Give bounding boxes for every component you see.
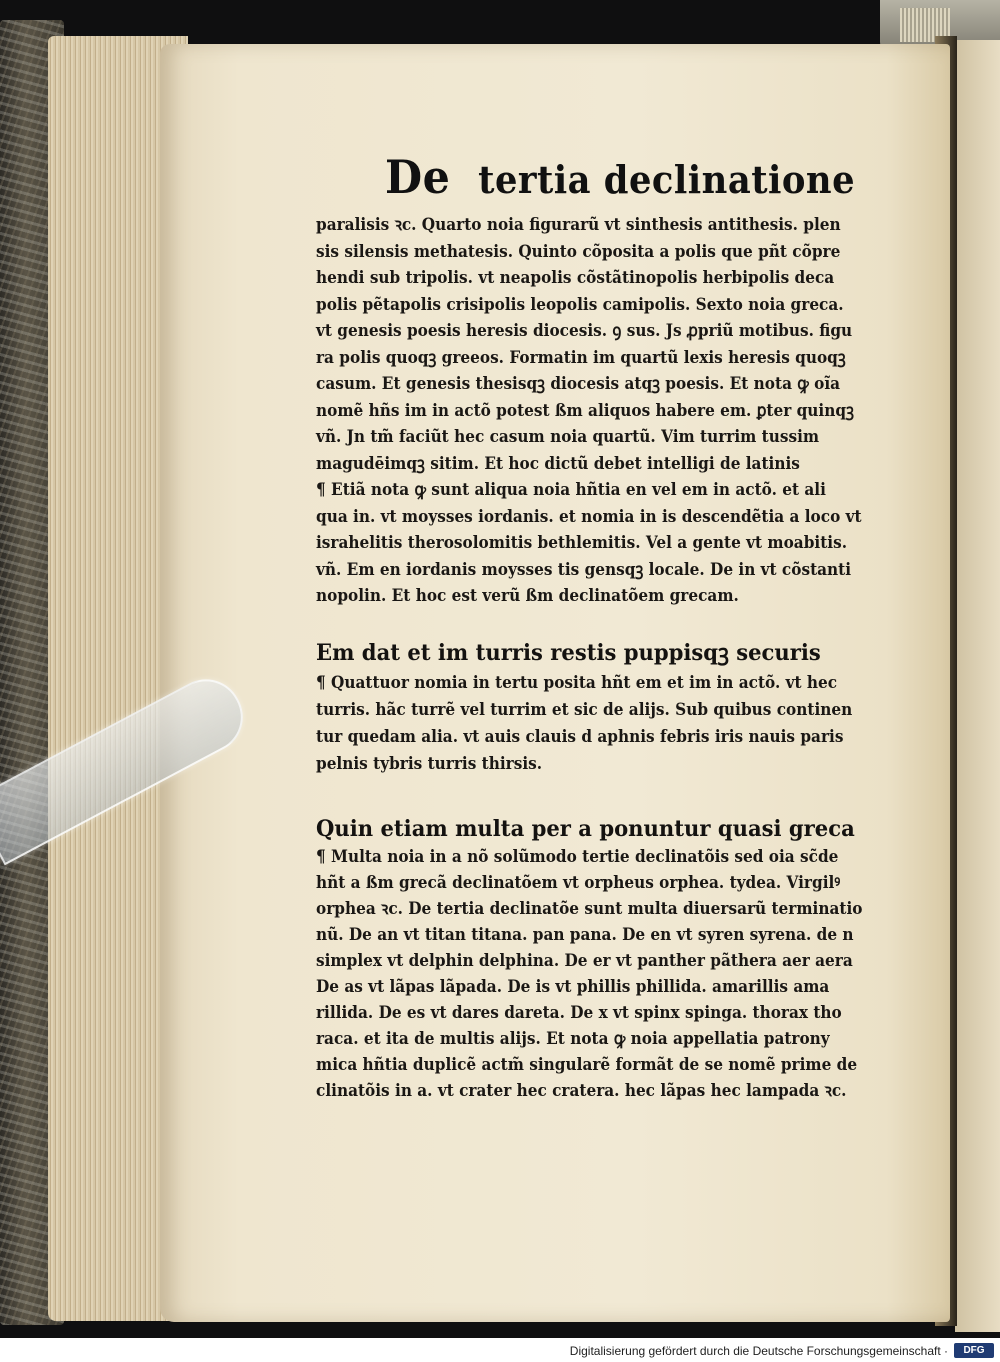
text-line: vñ. Jn tm̃ faciũt hec casum noia quartũ. Vim turrim tussim: [316, 427, 820, 447]
text-line: vt genesis poesis heresis diocesis. ꝯ sus. Js ꝓpriũ motibus. figu: [316, 321, 853, 341]
text-line: vñ. Em en iordanis moysses tis gensqꝫ locale. De in vt cõstanti: [316, 559, 852, 580]
text-line: ¶ Quattuor nomia in tertu posita hñt em et im in actõ. vt hec: [316, 673, 838, 693]
text-line: nopolin. Et hoc est verũ ßm declinatõem grecam.: [316, 586, 739, 606]
text-line: ra polis quoqꝫ greeos. Formatin im quartũ lexis heresis quoqꝫ: [316, 347, 846, 368]
footer-bar: [0, 1340, 1000, 1362]
heading-initial: De: [385, 150, 451, 204]
text-line: simplex vt delphin delphina. De er vt panther pãthera aer aera: [316, 951, 853, 971]
text-line: nũ. De an vt titan titana. pan pana. De en vt syren syrena. de n: [316, 925, 854, 945]
facing-page: [955, 40, 1000, 1332]
text-line: ¶ Etiã nota ꝙ sunt aliqua noia hñtia en vel em in actõ. et ali: [316, 480, 826, 500]
funding-credit: Digitalisierung gefördert durch die Deutsche Forschungsgemeinschaft ·: [569, 1344, 948, 1358]
text-line: clinatõis in a. vt crater hec cratera. hec lãpas hec lampada ꝛc.: [316, 1081, 847, 1101]
text-line: hendi sub tripolis. vt neapolis cõstãtinopolis herbipolis deca: [316, 268, 835, 288]
section-heading-em-dat: Em dat et im turris restis puppisqꝫ securis: [316, 640, 821, 666]
text-line: mica hñtia duplicẽ actm̃ singularẽ formãt de se nomẽ prime de: [316, 1055, 858, 1075]
text-line: ¶ Multa noia in a nõ solũmodo tertie declinatõis sed oia sc̃de: [316, 847, 839, 867]
page-heading: [385, 150, 856, 210]
text-line: israhelitis therosolomitis bethlemitis. Vel a gente vt moabitis.: [316, 533, 848, 553]
text-line: orphea ꝛc. De tertia declinatõe sunt multa diuersarũ terminatio: [316, 899, 863, 919]
text-line: turris. hãc turrẽ vel turrim et sic de alijs. Sub quibus continen: [316, 700, 853, 720]
text-line: sis silensis methatesis. Quinto cõposita a polis que pñt cõpre: [316, 241, 841, 262]
text-line: qua in. vt moysses iordanis. et nomia in is descendẽtia a loco vt: [316, 506, 862, 527]
text-line: raca. et ita de multis alijs. Et nota ꝙ noia appellatia patrony: [316, 1029, 830, 1049]
text-line: polis pẽtapolis crisipolis leopolis camipolis. Sexto noia greca.: [316, 294, 844, 315]
text-line: De as vt lãpas lãpada. De is vt phillis phillida. amarillis ama: [316, 977, 830, 997]
dfg-logo: DFG: [954, 1343, 994, 1358]
text-line: magudēimqꝫ sitim. Et hoc dictũ debet intelligi de latinis: [316, 453, 800, 474]
text-line: nomẽ hñs im in actõ potest ßm aliquos habere em. ꝑter quinqꝫ: [316, 400, 854, 421]
text-line: tur quedam alia. vt auis clauis d aphnis febris iris nauis paris: [316, 727, 844, 747]
text-line: casum. Et genesis thesisqꝫ diocesis atqꝫ poesis. Et nota ꝙ oĩa: [316, 374, 841, 394]
text-line: rillida. De es vt dares dareta. De x vt spinx spinga. thorax tho: [316, 1003, 842, 1023]
heading-rest: tertia declinatione: [478, 157, 856, 202]
text-line: pelnis tybris turris thirsis.: [316, 754, 543, 774]
text-line: paralisis ꝛc. Quarto noia figurarũ vt sinthesis antithesis. plen: [316, 215, 841, 235]
section-heading-quin-etiam: Quin etiam multa per a ponuntur quasi greca: [316, 816, 855, 842]
text-line: hñt a ßm grecã declinatõem vt orpheus orphea. tydea. Virgilꝰ: [316, 873, 841, 893]
